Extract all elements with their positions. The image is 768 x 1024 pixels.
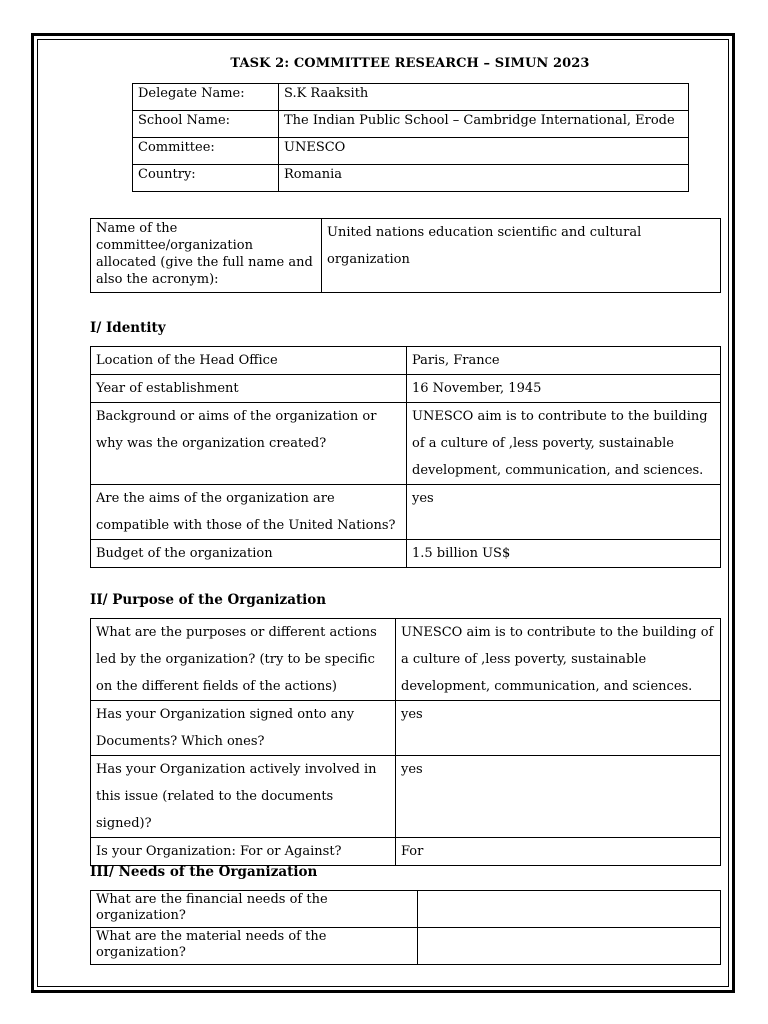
delegate-info-table [132, 83, 689, 192]
table-row [91, 540, 721, 568]
table-row [91, 375, 721, 403]
table-row [133, 138, 689, 165]
table-row [133, 84, 689, 111]
answer-cell: 1.5 billion US$ [407, 540, 721, 568]
answer-cell: 16 November, 1945 [407, 375, 721, 403]
table-row [91, 928, 721, 965]
delegate-name-value: S.K Raaksith [279, 84, 689, 111]
table-row [91, 485, 721, 540]
country-label: Country: [133, 165, 279, 192]
delegate-name-label: Delegate Name: [133, 84, 279, 111]
committee-name-label: Name of the committee/organization allocated (give the full name and also the acronym): [91, 219, 322, 293]
question-cell: Budget of the organization [91, 540, 407, 568]
answer-cell: yes [407, 485, 721, 540]
document-title: TASK 2: COMMITTEE RESEARCH – SIMUN 2023 [230, 56, 590, 71]
answer-cell: For [396, 838, 721, 866]
table-row [91, 838, 721, 866]
question-cell: Are the aims of the organization are compatible with those of the United Nations? [91, 485, 407, 540]
table-row [91, 347, 721, 375]
table-row [91, 403, 721, 485]
answer-cell: UNESCO aim is to contribute to the building of a culture of ,less poverty, sustainable development, communication, and sciences. [396, 619, 721, 701]
committee-value: UNESCO [279, 138, 689, 165]
committee-name-value: United nations education scientific and cultural organization [322, 219, 721, 293]
needs-table [90, 890, 721, 965]
table-row [133, 165, 689, 192]
answer-cell [418, 891, 721, 928]
committee-label: Committee: [133, 138, 279, 165]
question-cell: Year of establishment [91, 375, 407, 403]
country-value: Romania [279, 165, 689, 192]
table-row [91, 891, 721, 928]
section-heading-identity: I/ Identity [90, 320, 166, 336]
answer-cell: Paris, France [407, 347, 721, 375]
identity-table [90, 346, 721, 568]
section-heading-purpose: II/ Purpose of the Organization [90, 592, 327, 608]
committee-name-table [90, 218, 721, 293]
question-cell: Has your Organization actively involved in this issue (related to the documents signed)? [91, 756, 396, 838]
question-cell: What are the material needs of the organization? [91, 928, 418, 965]
answer-cell [418, 928, 721, 965]
question-cell: Has your Organization signed onto any Documents? Which ones? [91, 701, 396, 756]
table-row [133, 111, 689, 138]
answer-cell: yes [396, 701, 721, 756]
answer-cell: UNESCO aim is to contribute to the building of a culture of ,less poverty, sustainable development, communication, and sciences. [407, 403, 721, 485]
section-heading-needs: III/ Needs of the Organization [90, 864, 318, 880]
table-row [91, 219, 721, 293]
question-cell: What are the financial needs of the organization? [91, 891, 418, 928]
table-row [91, 701, 721, 756]
table-row [91, 619, 721, 701]
question-cell: Location of the Head Office [91, 347, 407, 375]
purpose-table [90, 618, 721, 866]
question-cell: Background or aims of the organization or why was the organization created? [91, 403, 407, 485]
question-cell: What are the purposes or different actions led by the organization? (try to be specific on the different fields of the actions) [91, 619, 396, 701]
school-name-label: School Name: [133, 111, 279, 138]
answer-cell: yes [396, 756, 721, 838]
table-row [91, 756, 721, 838]
school-name-value: The Indian Public School – Cambridge International, Erode [279, 111, 689, 138]
question-cell: Is your Organization: For or Against? [91, 838, 396, 866]
